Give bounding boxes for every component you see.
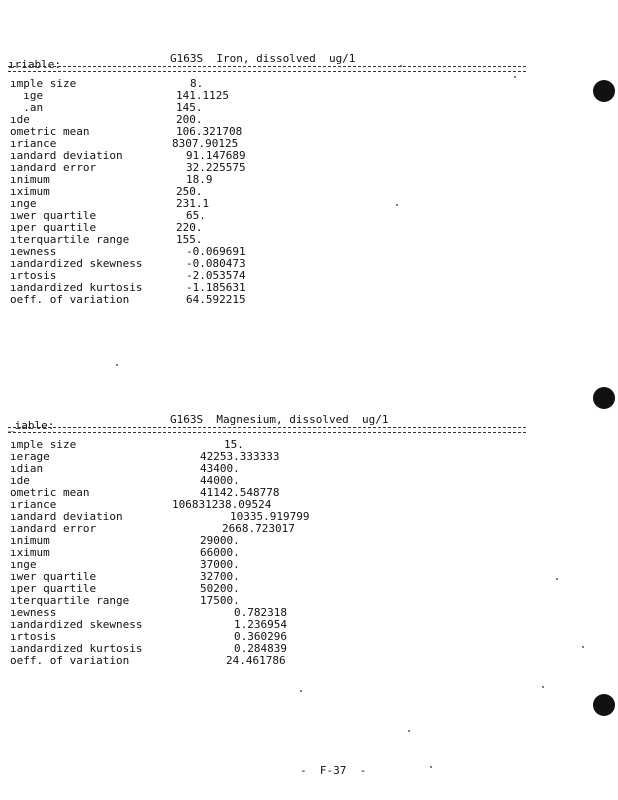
stat-label: ıterquartile range bbox=[10, 233, 130, 246]
stat-label: ıandardized kurtosis bbox=[10, 642, 143, 655]
stat-label: ırtosis bbox=[10, 269, 57, 282]
stat-value: 0.782318 bbox=[234, 606, 287, 619]
stat-value: 37000. bbox=[200, 558, 240, 571]
variable-label: ıriable: bbox=[8, 58, 61, 71]
stat-value: 250. bbox=[176, 185, 203, 198]
stat-value: 44000. bbox=[200, 474, 240, 487]
stat-value: 42253.333333 bbox=[200, 450, 280, 463]
stat-label: ırtosis bbox=[10, 630, 57, 643]
stat-label: ıandard error bbox=[10, 522, 97, 535]
stat-label: ınimum bbox=[10, 534, 50, 547]
stat-value: 64.592215 bbox=[186, 293, 246, 306]
stat-label: ıandard error bbox=[10, 161, 97, 174]
header-rule bbox=[8, 71, 526, 72]
stat-value: 18.9 bbox=[186, 173, 213, 186]
scan-speck bbox=[430, 766, 432, 768]
stat-label: ıerage bbox=[10, 450, 50, 463]
stat-label: ıandardized skewness bbox=[10, 618, 143, 631]
stat-value: 65. bbox=[186, 209, 206, 222]
header-rule bbox=[8, 432, 526, 433]
stat-label: ıewness bbox=[10, 606, 57, 619]
scan-speck bbox=[556, 578, 558, 580]
stat-label: ıandardized skewness bbox=[10, 257, 143, 270]
stat-label: ıwer quartile bbox=[10, 209, 97, 222]
stat-label: ometric mean bbox=[10, 125, 90, 138]
stat-label: oeff. of variation bbox=[10, 293, 130, 306]
stat-value: 17500. bbox=[200, 594, 240, 607]
page-number: - F-37 - bbox=[300, 764, 367, 777]
scan-speck bbox=[396, 204, 398, 206]
scan-speck bbox=[116, 364, 118, 366]
scan-speck bbox=[300, 690, 302, 692]
stat-value: 106.321708 bbox=[176, 125, 243, 138]
stat-value: -1.185631 bbox=[186, 281, 246, 294]
stat-value: 24.461786 bbox=[226, 654, 286, 667]
stat-value: 32.225575 bbox=[186, 161, 246, 174]
scan-speck bbox=[514, 76, 516, 78]
stat-value: 200. bbox=[176, 113, 203, 126]
stat-label: ıterquartile range bbox=[10, 594, 130, 607]
header-rule bbox=[8, 66, 526, 67]
stat-value: 0.284839 bbox=[234, 642, 287, 655]
stat-label: ıriance bbox=[10, 498, 57, 511]
stat-value: 141.1125 bbox=[176, 89, 229, 102]
scan-speck bbox=[408, 730, 410, 732]
stat-value: 41142.548778 bbox=[200, 486, 280, 499]
stat-value: 15. bbox=[224, 438, 244, 451]
scan-speck bbox=[542, 686, 544, 688]
stat-label: oeff. of variation bbox=[10, 654, 130, 667]
stat-value: 155. bbox=[176, 233, 203, 246]
stat-value: 106831238.09524 bbox=[172, 498, 272, 511]
stat-value: 91.147689 bbox=[186, 149, 246, 162]
variable-header bbox=[0, 52, 540, 72]
stat-label: .an bbox=[10, 101, 44, 114]
variable-value: G163S Iron, dissolved ug/1 bbox=[170, 52, 356, 65]
stat-value: 29000. bbox=[200, 534, 240, 547]
punch-hole bbox=[593, 80, 615, 102]
stat-value: -0.069691 bbox=[186, 245, 246, 258]
variable-value: G163S Magnesium, dissolved ug/1 bbox=[170, 413, 389, 426]
stat-value: 66000. bbox=[200, 546, 240, 559]
stat-value: 32700. bbox=[200, 570, 240, 583]
variable-label: _iable: bbox=[8, 419, 55, 432]
stat-label: ımple size bbox=[10, 77, 77, 90]
stat-value: -2.053574 bbox=[186, 269, 246, 282]
stat-label: ıper quartile bbox=[10, 221, 97, 234]
stat-label: ıper quartile bbox=[10, 582, 97, 595]
stat-value: 50200. bbox=[200, 582, 240, 595]
punch-hole bbox=[593, 387, 615, 409]
scan-speck bbox=[582, 646, 584, 648]
stat-value: 8. bbox=[190, 77, 204, 90]
stat-value: 8307.90125 bbox=[172, 137, 239, 150]
variable-header bbox=[0, 413, 540, 433]
stat-value: 43400. bbox=[200, 462, 240, 475]
stat-label: ıde bbox=[10, 474, 30, 487]
stat-label: ınimum bbox=[10, 173, 50, 186]
stat-value: 1.236954 bbox=[234, 618, 287, 631]
punch-hole bbox=[593, 694, 615, 716]
stat-value: 220. bbox=[176, 221, 203, 234]
stat-label: ıwer quartile bbox=[10, 570, 97, 583]
stat-value: 231.1 bbox=[176, 197, 210, 210]
stat-label: ınge bbox=[10, 558, 37, 571]
stat-label: ometric mean bbox=[10, 486, 90, 499]
stat-label: ımple size bbox=[10, 438, 77, 451]
stat-value: 2668.723017 bbox=[222, 522, 295, 535]
header-rule bbox=[8, 427, 526, 428]
stat-value: 145. bbox=[176, 101, 203, 114]
stat-label: ıximum bbox=[10, 546, 50, 559]
stat-label: ınge bbox=[10, 197, 37, 210]
stat-label: ıandardized kurtosis bbox=[10, 281, 143, 294]
stat-label: ıge bbox=[10, 89, 44, 102]
stat-label: ıriance bbox=[10, 137, 57, 150]
stat-value: 10335.919799 bbox=[230, 510, 310, 523]
stat-value: -0.080473 bbox=[186, 257, 246, 270]
stat-label: ıdian bbox=[10, 462, 44, 475]
stat-label: ıde bbox=[10, 113, 30, 126]
stat-label: ıximum bbox=[10, 185, 50, 198]
stat-label: ıandard deviation bbox=[10, 510, 123, 523]
stat-label: ıewness bbox=[10, 245, 57, 258]
stat-label: ıandard deviation bbox=[10, 149, 123, 162]
stat-value: 0.360296 bbox=[234, 630, 287, 643]
scan-speck bbox=[400, 65, 402, 67]
